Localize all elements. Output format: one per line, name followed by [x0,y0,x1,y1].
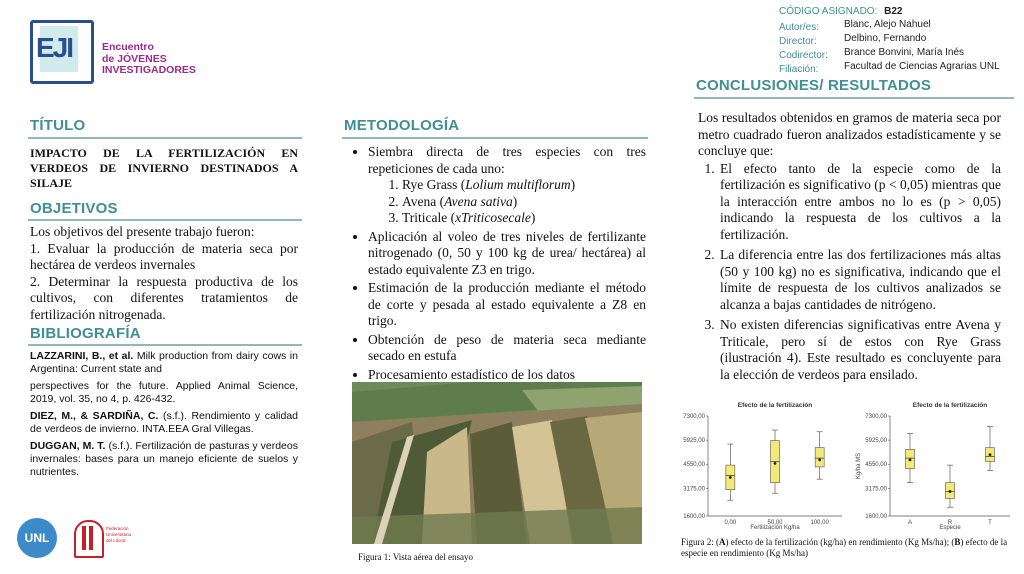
logo-line-1: Encuentro [102,41,154,53]
unl-logo: UNL [17,518,57,558]
x-tick-label: R [947,520,953,526]
objetivos-body [30,224,298,323]
objetivos-item-2: 2. Determinar la respuesta productiva de los cultivos, con diferentes tratamientos de fertilización nitrogenada. [30,273,298,322]
bib-ref-3: DUGGAN, M. T. (s.f.). Fertilización de pasturas y verdeos invernales: bases para un manejo eficiente de suelos y nutrientes. [30,440,298,478]
x-tick-label: A [907,520,913,526]
fue-logo: Federación Universitaria del Litoral [70,516,140,560]
y-tick-label: 7300,00 [865,414,887,420]
bib-ref-2: DIEZ, M., & SARDIÑA, C. (s.f.). Rendimiento y calidad de verdeos de invierno. INTA.EEA Gral Villegas. [30,410,298,435]
mean-point [774,462,777,465]
conclusiones-body [698,110,1001,387]
meth-bullet-4: • Obtención de peso de materia seca mediante secado en estufa [368,332,646,365]
y-tick-label: 3175,00 [865,486,887,493]
meta-block [779,6,1019,78]
y-tick-label: 4550,00 [865,462,887,469]
figura-2-caption: Figura 2: (A) efecto de la fertilización (kg/ha) en rendimiento (Kg Ms/ha); (B) efecto de la especie en rendimiento (Kg Ms/ha) [681,537,1008,558]
mean-point [909,458,912,461]
bib-ref-1-cont: perspectives for the future. Applied Animal Science, 2019, vol. 35, no 4, p. 426-432. [30,380,298,405]
conclusiones-intro: Los resultados obtenidos en gramos de materia seca por metro cuadrado fueron analizados estadísticamente y se concluye que: [698,110,1001,158]
chart-especie-svg [852,398,1018,532]
chart-title: Efecto de la fertilización [912,402,988,409]
metodologia-rule [342,137,648,139]
mean-point [818,458,821,461]
chart-especie [852,398,1018,532]
mean-point [729,476,732,479]
box [815,448,824,467]
eji-logo-mark [30,20,92,82]
y-axis-label: Kg/ha MS [856,452,862,480]
meth-species-3: 3. Triticale (xTriticosecale) [402,210,646,227]
metodologia-heading: METODOLOGÍA [344,117,460,134]
conclusion-item-3: 3. No existen diferencias significativas entre Avena y Triticale, pero sí de estos con Rye Grass (ilustración 4). Este resultado es concluyente para la elección de verdeos para ensilado. [718,317,1001,383]
meta-label-codirector: Codirector: [779,50,828,61]
titulo-text: IMPACTO DE LA FERTILIZACIÓN EN VERDEOS DE INVIERNO DESTINADOS A SILAJE [30,146,298,190]
chart-fertilizacion-svg [676,398,852,532]
chart-fertilizacion [676,398,852,532]
conclusiones-rule [694,97,1014,99]
y-tick-label: 1600,00 [683,514,705,520]
x-tick-label: 50,00 [767,520,783,526]
meta-value-codirector: Brance Bonvini, María Inés [844,47,965,58]
eji-logo [30,18,200,86]
bibliografia-list [30,350,298,483]
meth-bullet-5: • Procesamiento estadístico de los datos [368,367,646,384]
meta-label-autor: Autor/es: [779,22,820,33]
y-tick-label: 3175,00 [683,486,705,493]
mean-point [989,453,992,456]
codigo-value: B22 [884,6,903,17]
meth-species-2: 2. Avena (Avena sativa) [402,194,646,211]
titulo-heading: TÍTULO [30,117,86,134]
eji-logo-letters: EJI [36,32,73,63]
objetivos-heading: OBJETIVOS [30,200,118,217]
objetivos-rule [28,219,302,221]
aerial-photo-svg [352,382,642,544]
meta-value-director: Delbino, Fernando [844,33,927,44]
meth-bullet-1: • Siembra directa de tres especies con tres repeticiones de cada uno: 1. Rye Grass (Lolium multiflorum) 2. Avena (Avena sativa) 3. Triticale (xTriticosecale) [368,144,646,227]
logo-line-2: de JÓVENES [102,52,167,65]
bibliografia-rule [28,344,302,346]
meta-value-filiacion: Facultad de Ciencias Agrarias UNL [844,61,1000,72]
chart-title: Efecto de la fertilización [737,402,813,409]
meta-value-autor: Blanc, Alejo Nahuel [844,19,931,30]
meth-bullet-3: • Estimación de la producción mediante el método de corte y pesada al estado equivalente a Z8 en trigo. [368,280,646,330]
meth-species-1: 1. Rye Grass (Lolium multiflorum) [402,177,646,194]
codigo-label: CÓDIGO ASIGNADO: [779,6,878,17]
conclusiones-heading: CONCLUSIONES/ RESULTADOS [696,77,932,94]
x-axis-label: Especie [939,525,961,531]
bib-ref-1: LAZZARINI, B., et al. Milk production from dairy cows in Argentina: Current state and [30,350,298,375]
y-tick-label: 4550,00 [683,462,705,469]
x-tick-label: 100,00 [810,520,829,526]
titulo-rule [28,137,302,139]
metodologia-body [342,144,646,385]
y-tick-label: 7300,00 [683,414,705,420]
bibliografia-heading: BIBLIOGRAFÍA [30,325,141,342]
meth-bullet-2: • Aplicación al voleo de tres niveles de fertilizante nitrogenado (0, 50 y 100 kg de urea/ hectárea) al estado equivalente Z3 en trigo. [368,229,646,279]
meta-label-director: Director: [779,36,817,47]
objetivos-item-1: 1. Evaluar la producción de materia seca por hectárea de verdeos invernales [30,240,298,272]
objetivos-intro: Los objetivos del presente trabajo fueron: [30,224,255,239]
figura-1-caption: Figura 1: Vista aérea del ensayo [358,552,474,562]
x-axis-label: Fertilización Kg/ha [750,525,800,531]
conclusion-item-1: 1. El efecto tanto de la especie como de la fertilización es significativo (p < 0,05) mientras que la interacción entre ambos no lo es (p > 0,05) indicando la respuesta de los cultivos a la fertilización. [718,161,1001,244]
y-tick-label: 5925,00 [683,438,705,445]
mean-point [949,490,952,493]
conclusion-item-2: 2. La diferencia entre las dos fertilizaciones más altas (50 y 100 kg) no es significativa, indicando que el límite de respuesta de los cultivos analizados se alcanza a bajas cantidades de nitrógeno. [718,247,1001,313]
y-tick-label: 5925,00 [865,438,887,445]
logo-line-3: INVESTIGADORES [102,64,196,76]
meta-label-filiacion: Filiación: [779,64,819,75]
x-tick-label: T [988,520,992,526]
aerial-photo [352,382,642,544]
y-tick-label: 1600,00 [865,514,887,520]
x-tick-label: 0,00 [724,520,737,526]
